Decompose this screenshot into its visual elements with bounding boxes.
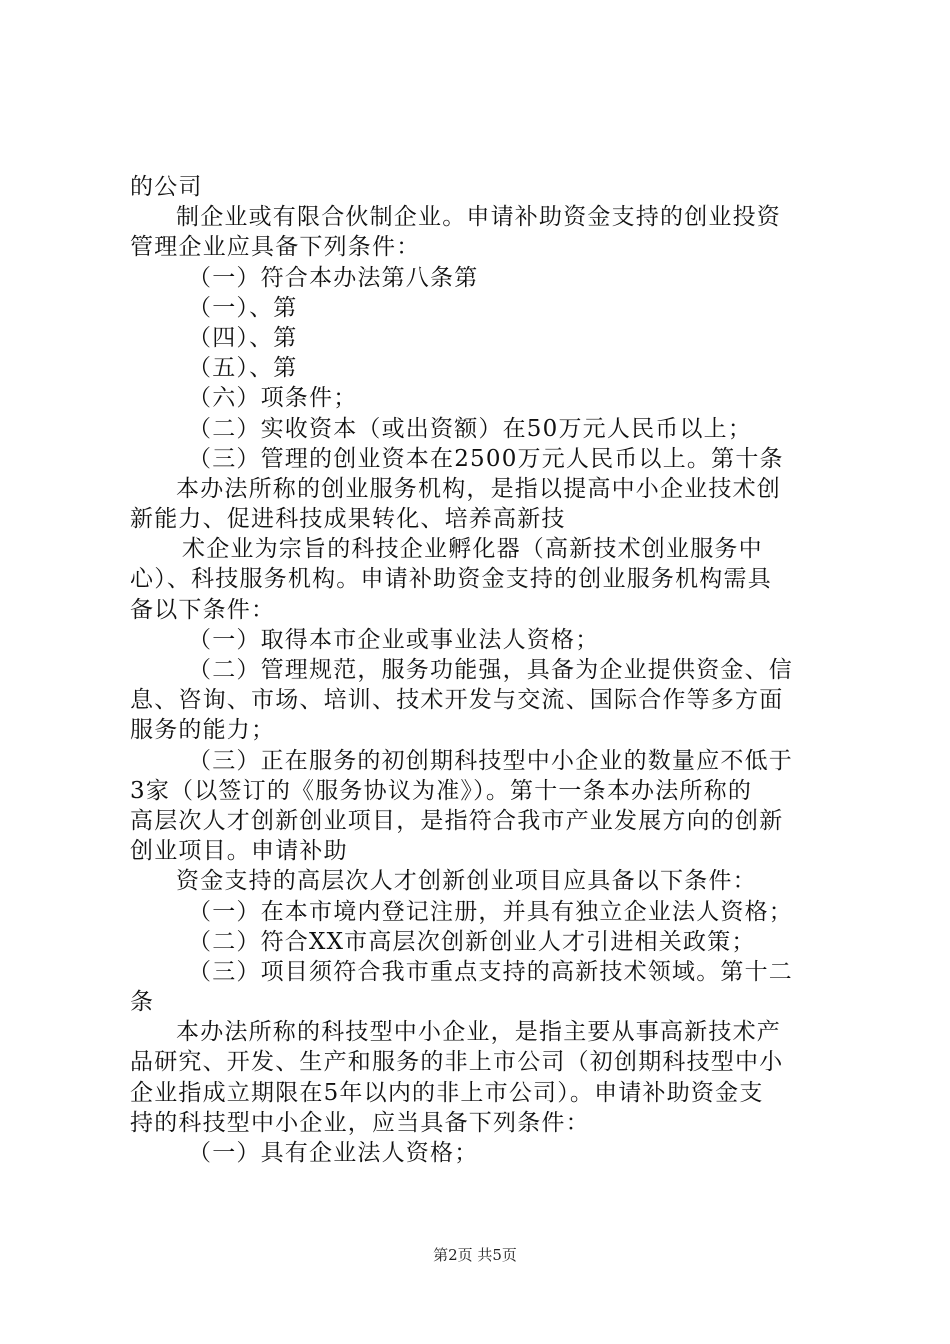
text-line: 备以下条件：	[130, 596, 276, 623]
text-line: （六）项条件；	[188, 385, 358, 412]
text-line: 本办法所称的科技型中小企业，是指主要从事高新技术产	[176, 1019, 781, 1046]
text-line: 品研究、开发、生产和服务的非上市公司（初创期科技型中小	[130, 1049, 784, 1076]
text-line: 3家（以签订的《服务协议为准》）。第十一条本办法所称的	[130, 777, 753, 804]
text-line: 的公司	[130, 174, 203, 200]
text-line: （二）符合XX市高层次创新创业人才引进相关政策；	[188, 928, 756, 955]
text-line: 服务的能力；	[130, 717, 276, 744]
text-line: 资金支持的高层次人才创新创业项目应具备以下条件：	[176, 868, 757, 895]
document-body	[130, 172, 830, 1168]
text-line: （二）实收资本（或出资额）在50万元人民币以上；	[188, 415, 753, 442]
text-line: 术企业为宗旨的科技企业孵化器（高新技术创业服务中	[182, 536, 763, 563]
text-line: （四）、第	[188, 324, 298, 351]
text-line: （三）正在服务的初创期科技型中小企业的数量应不低于	[188, 747, 793, 774]
page-number-footer: 第2页 共5页	[433, 1246, 517, 1264]
text-line: 本办法所称的创业服务机构，是指以提高中小企业技术创	[176, 475, 781, 502]
text-line: 制企业或有限合伙制企业。申请补助资金支持的创业投资	[176, 204, 781, 231]
text-line: 息、咨询、市场、培训、技术开发与交流、国际合作等多方面	[130, 687, 784, 714]
text-line: （一）取得本市企业或事业法人资格；	[188, 626, 600, 653]
text-line: 高层次人才创新创业项目，是指符合我市产业发展方向的创新	[130, 807, 784, 834]
text-line: 新能力、促进科技成果转化、培养高新技	[130, 506, 566, 533]
text-line: （一）在本市境内登记注册，并具有独立企业法人资格；	[188, 898, 793, 925]
text-line: （三）管理的创业资本在2500万元人民币以上。第十条	[188, 445, 784, 472]
text-line: 持的科技型中小企业，应当具备下列条件：	[130, 1109, 590, 1136]
text-line: （二）管理规范，服务功能强，具备为企业提供资金、信	[188, 657, 793, 683]
text-line: 创业项目。申请补助	[130, 838, 348, 865]
text-line: （一）具有企业法人资格；	[188, 1140, 479, 1166]
text-line: （三）项目须符合我市重点支持的高新技术领域。第十二	[188, 958, 793, 985]
text-line: （一）符合本办法第八条第	[188, 264, 479, 291]
text-line: （五）、第	[188, 355, 298, 382]
text-line: 企业指成立期限在5年以内的非上市公司）。申请补助资金支	[130, 1079, 764, 1106]
text-line: 管理企业应具备下列条件：	[130, 234, 421, 261]
text-line: （一）、第	[188, 294, 298, 321]
text-line: 心）、科技服务机构。申请补助资金支持的创业服务机构需具	[130, 566, 772, 593]
text-line: 条	[130, 989, 155, 1016]
